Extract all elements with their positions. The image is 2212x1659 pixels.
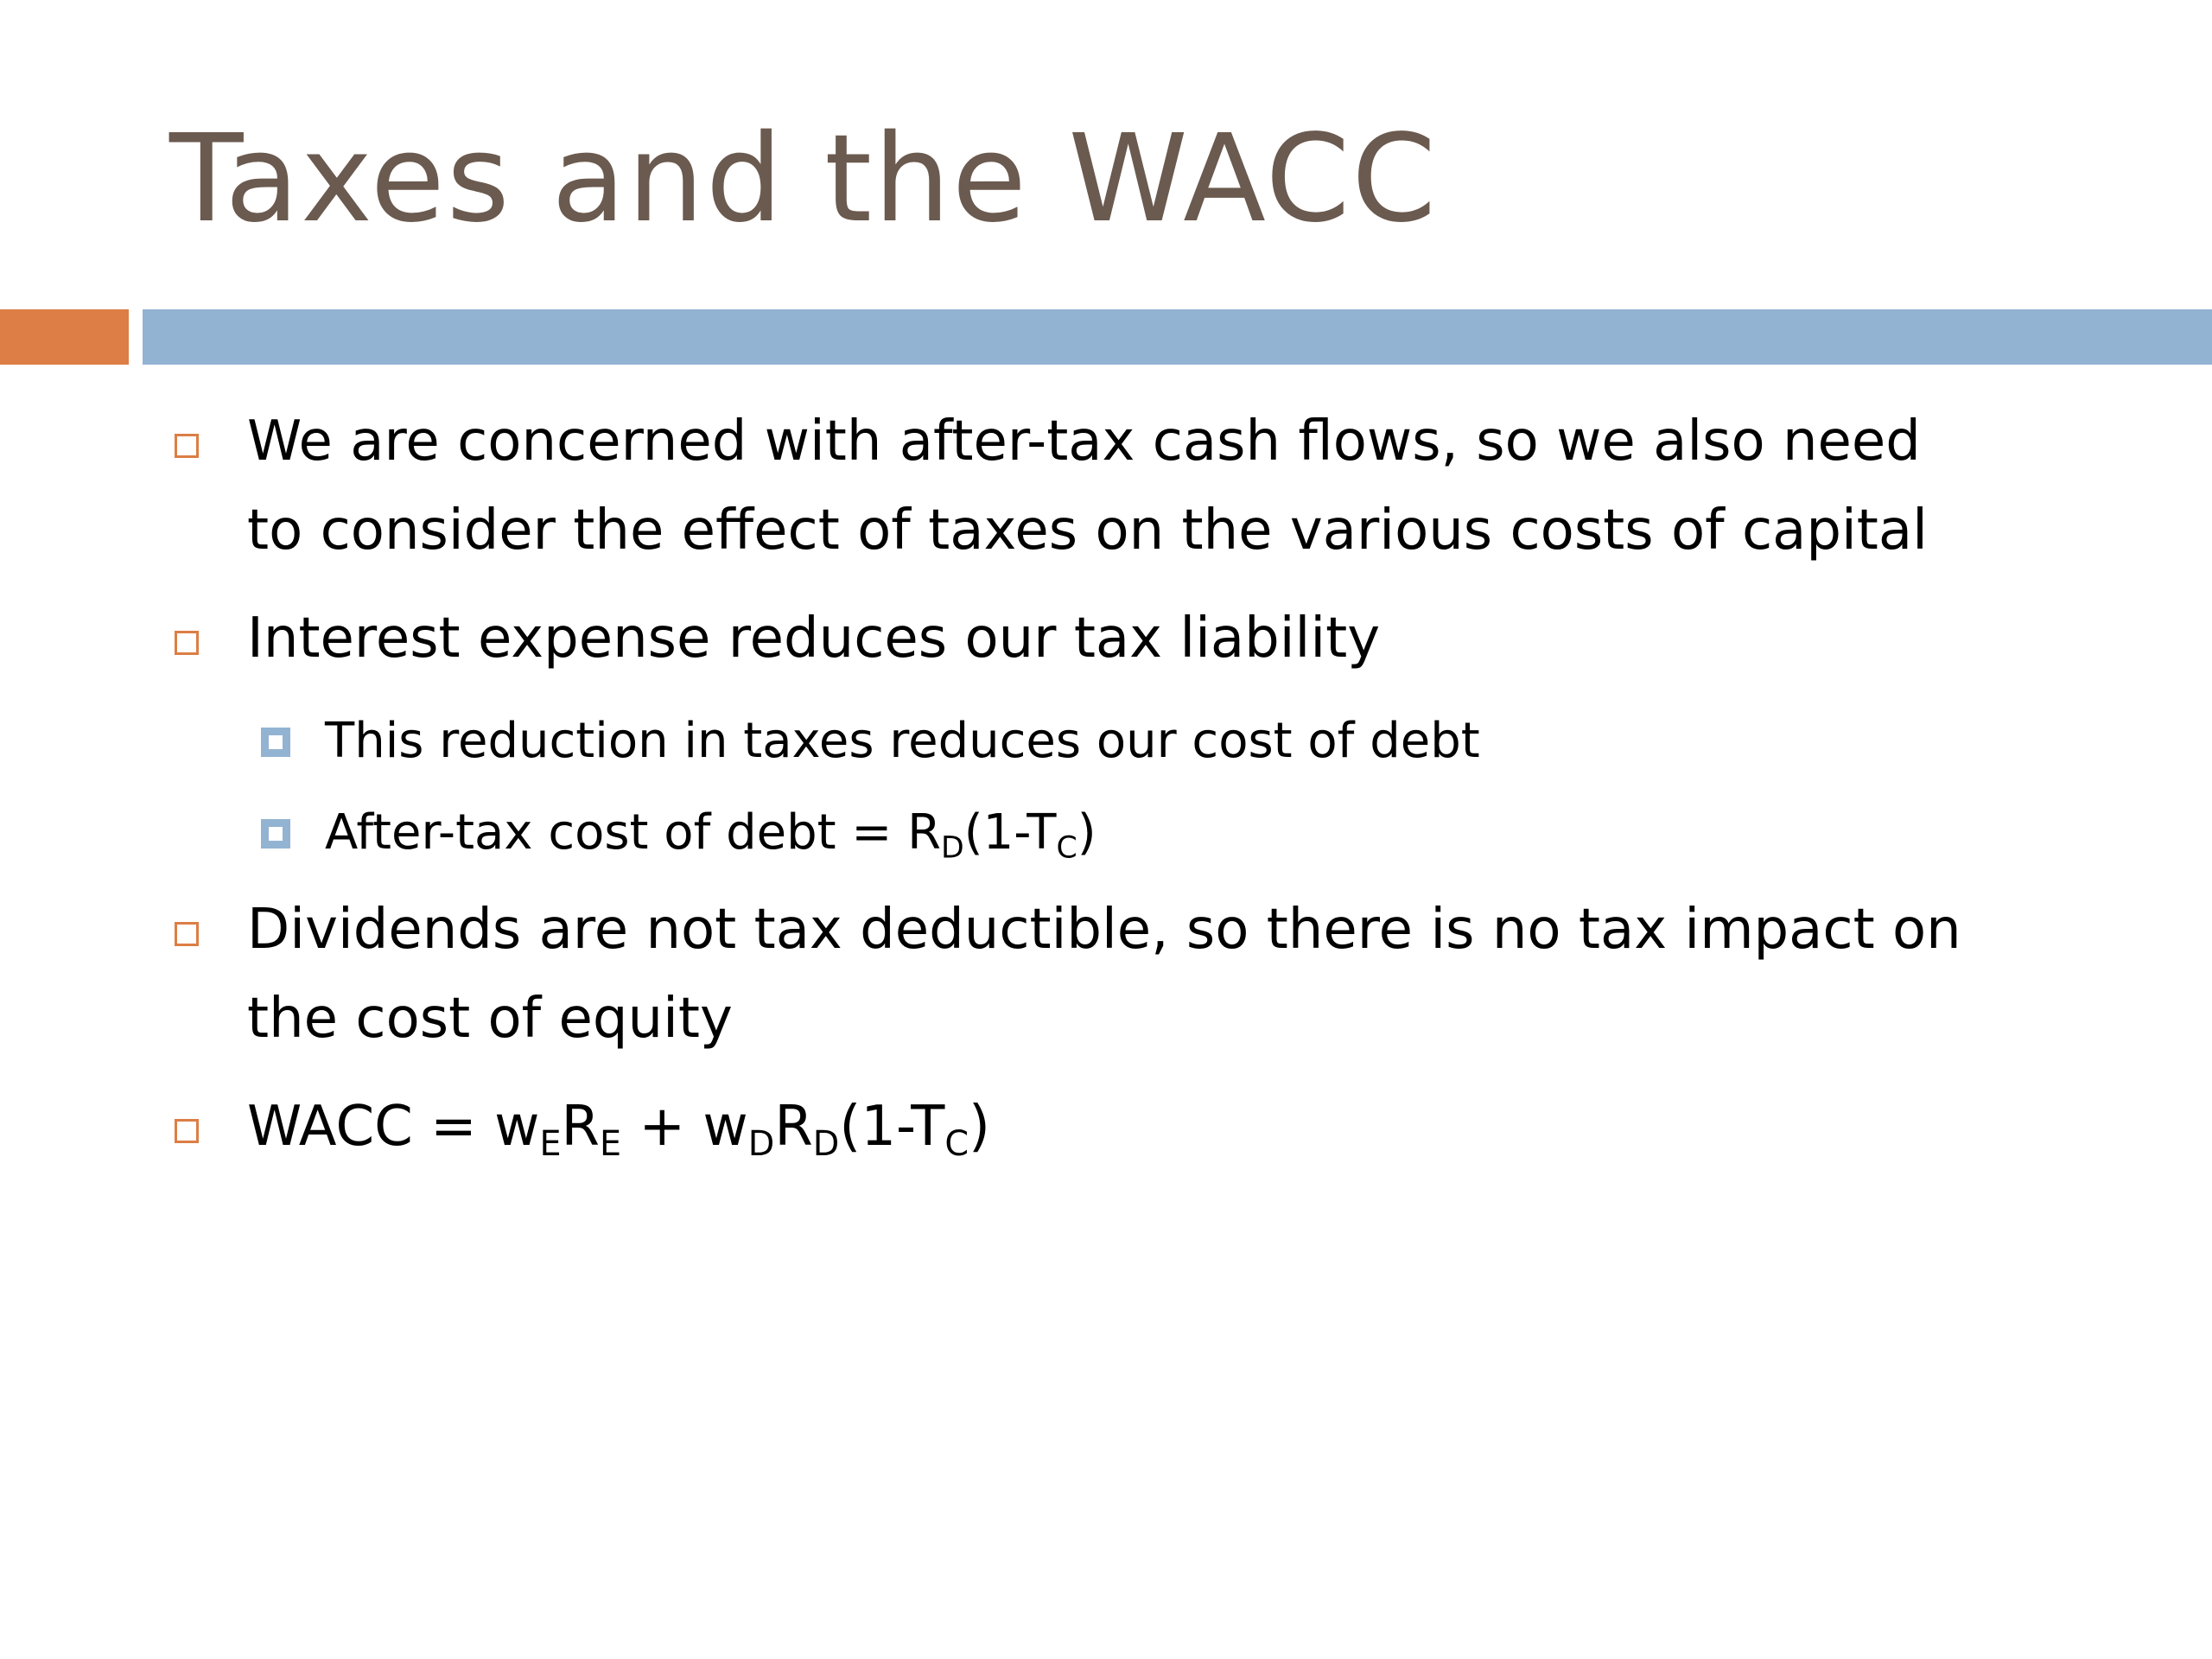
wacc-formula: WACC = $w_ER_E + w_DR_D(1-T_C)$ [247, 1095, 991, 1164]
formula-text: After-tax cost of debt = $R_D(1-T_C)$ [325, 804, 1096, 866]
bullet-interest-expense [169, 594, 2157, 683]
blue-title-rule [143, 309, 2212, 365]
bullet-dividends [169, 886, 2157, 1064]
filled-square-bullet-icon [261, 819, 290, 849]
square-bullet-icon [175, 922, 199, 946]
square-bullet-icon [175, 1119, 199, 1143]
square-bullet-icon [175, 631, 199, 655]
sub-bullet-tax-reduction [169, 702, 2157, 780]
slide-title: Taxes and the WACC [169, 109, 1438, 250]
orange-accent-bar [0, 309, 129, 365]
bullet-text-line: We are concerned with after-tax cash flows, so we also need [247, 410, 1921, 474]
slide-body [169, 397, 2157, 1191]
bullet-text-line: Dividends are not tax deductible, so there is no tax impact on [247, 898, 1961, 962]
sub-bullet-after-tax-cost-of-debt [169, 794, 2157, 872]
bullet-text-line: Interest expense reduces our tax liability [247, 607, 1381, 671]
sub-bullet-text: This reduction in taxes reduces our cost of debt [325, 713, 1480, 769]
filled-square-bullet-icon [261, 728, 290, 757]
bullet-text-line: to consider the effect of taxes on the various costs of capital [247, 499, 1928, 563]
bullet-text-line: the cost of equity [247, 987, 733, 1051]
bullet-after-tax-cash-flows [169, 397, 2157, 575]
square-bullet-icon [175, 434, 199, 458]
bullet-wacc-formula [169, 1083, 2157, 1172]
